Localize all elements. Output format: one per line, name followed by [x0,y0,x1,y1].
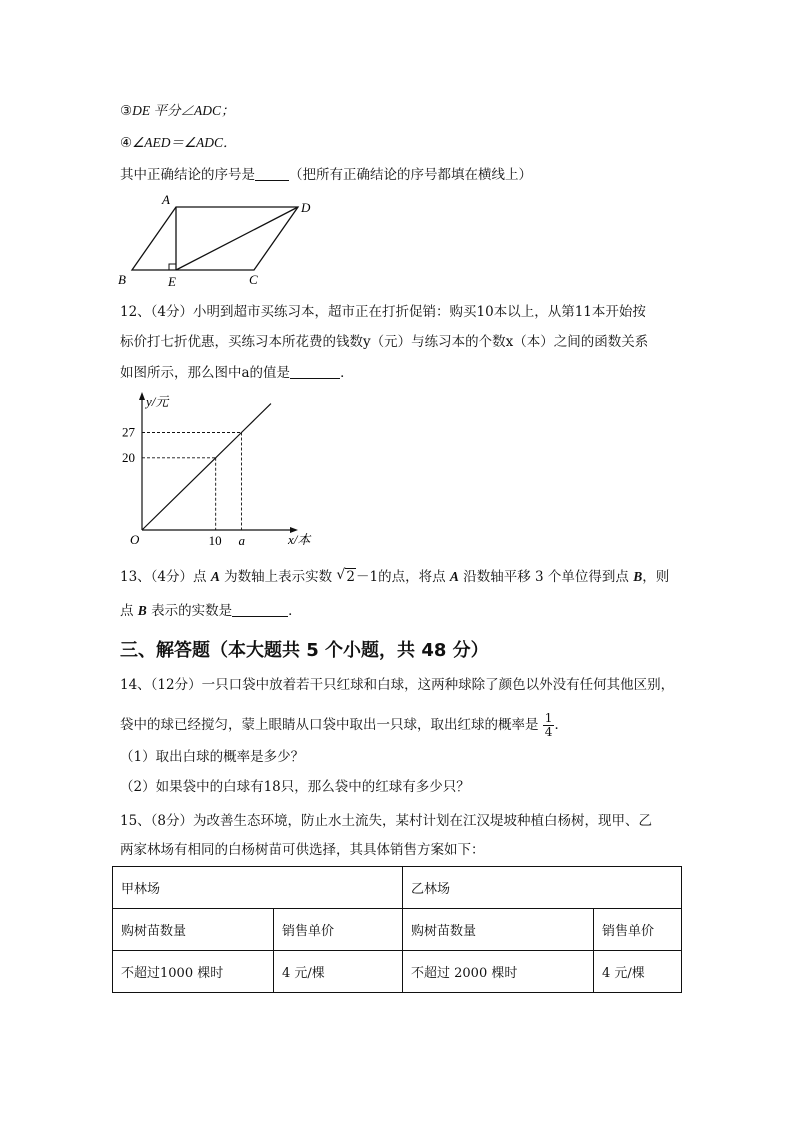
y-axis-label: y/元 [146,394,169,409]
col-price-b: 销售单价 [594,909,682,951]
text: 表示的实数是 [146,603,233,619]
q15-line-2: 两家林场有相同的白杨树苗可供选择，其具体销售方案如下： [120,842,485,858]
y-tick-label: 20 [122,449,135,465]
farm-a-header: 甲林场 [113,867,403,909]
cell-a-qty: 不超过1000 棵时 [113,951,274,993]
fraction-numerator: 1 [544,711,553,725]
text: 13、（4分）点 [120,569,211,585]
label-c: C [249,272,258,287]
q12-line-3 [120,364,354,382]
col-qty-b: 购树苗数量 [403,909,594,951]
farm-b-header: 乙林场 [403,867,682,909]
col-qty-a: 购树苗数量 [113,909,274,951]
cell-a-price: 4 元/棵 [274,951,403,993]
q11-item-3 [120,102,234,120]
x-axis-label: x/本 [288,532,311,547]
function-line [142,404,271,530]
q14-line-1: 14、（12分）一只口袋中放着若干只红球和白球，这两种球除了颜色以外没有任何其他区别， [120,677,675,693]
y-axis-arrow-icon [139,392,145,400]
point-b: B [137,603,147,618]
line-text: 如图所示，那么图中a的值是 [120,365,291,381]
section-3-heading: 三、解答题（本大题共 5 个小题，共 48 分） [120,640,489,661]
q15-line-1: 15、（8分）为改善生态环境，防止水土流失，某村计划在江汉堤坡种植白杨树，现甲、乙 [120,813,653,829]
cell-b-qty: 不超过 2000 棵时 [403,951,594,993]
answer-blank[interactable] [290,364,340,379]
text: ，则 [642,569,670,585]
parallelogram-outline [132,207,298,270]
prompt-text: 其中正确结论的序号是 [120,167,255,183]
table-row [113,909,682,951]
label-b: B [118,272,126,287]
line-text: 袋中的球已经搅匀，蒙上眼睛从口袋中取出一只球，取出红球的概率是 [120,717,539,733]
segment-ed [176,207,298,270]
radical-sign-icon: √ [336,567,346,583]
point-b: B [633,569,643,584]
q14-line-2 [120,712,568,739]
q12-function-chart [112,390,312,550]
sqrt-expression [336,568,356,586]
probability-fraction [543,712,555,739]
table-row [113,951,682,993]
line-tail: ． [340,365,354,381]
radicand: 2 [346,569,356,585]
q12-line-2: 标价打七折优惠，买练习本所花费的钱数y（元）与练习本的个数x（本）之间的函数关系 [120,334,649,350]
table-row [113,867,682,909]
line-tail: ． [554,717,568,733]
item-text: ∠AED＝∠ADC． [132,135,237,150]
label-e: E [168,274,176,289]
q14-sub-2: （2）如果袋中的白球有18只，那么袋中的红球有多少只？ [120,779,470,795]
origin-label: O [130,532,140,547]
text: 的点，将点 [378,569,450,585]
label-d: D [301,200,311,215]
text: 点 [120,603,138,619]
minus-one: －1 [356,569,379,585]
point-a: A [449,569,459,584]
q12-line-1: 12、（4分）小明到超市买练习本，超市正在打折促销：购买10本以上，从第11本开始按 [120,304,646,320]
text: 沿数轴平移 3 个单位得到点 [458,569,634,585]
cell-b-price: 4 元/棵 [594,951,682,993]
q11-parallelogram-figure [112,190,322,290]
sales-plan-table [112,866,682,993]
text: 为数轴上表示实数 [219,569,333,585]
q13-line-1 [120,568,669,586]
y-tick-label: 27 [122,424,135,440]
right-angle-mark [169,264,176,270]
q11-item-4 [120,134,237,152]
point-a: A [210,569,220,584]
item-number: ④ [120,135,133,151]
x-tick-label: 10 [208,533,222,548]
label-a: A [162,192,170,207]
q13-line-2 [120,602,302,620]
fraction-denominator: 4 [544,725,553,739]
item-number: ③ [120,103,133,119]
q11-prompt [120,166,532,184]
x-tick-label: a [238,533,245,548]
answer-blank[interactable] [255,166,289,181]
q14-sub-1: （1）取出白球的概率是多少？ [120,749,305,765]
prompt-tail: （把所有正确结论的序号都填在横线上） [289,167,532,183]
col-price-a: 销售单价 [274,909,403,951]
answer-blank[interactable] [232,602,288,617]
item-text: DE 平分∠ADC； [132,103,235,118]
text: ． [288,603,302,619]
